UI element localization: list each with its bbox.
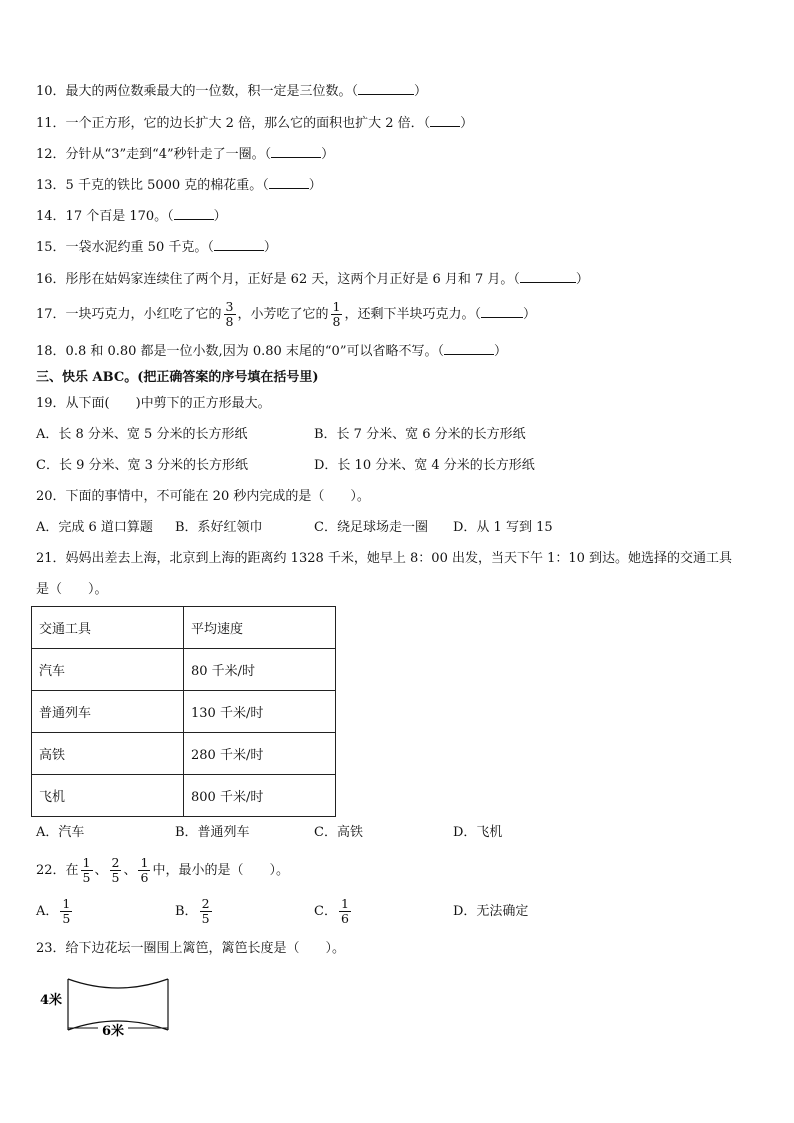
question-21-line1: 21．妈妈出差去上海，北京到上海的距离约 1328 千米，她早上 8：00 出发，当天下午 1：10 到达。她选择的交通工具 <box>36 551 733 566</box>
question-text: 14．17 个百是 170。（ <box>36 209 174 224</box>
option-b[interactable] <box>175 893 214 931</box>
question-20-stem: 20．下面的事情中，不可能在 20 秒内完成的是（ ）。 <box>36 489 370 504</box>
option-a[interactable]: A．汽车 <box>36 825 85 840</box>
fraction <box>200 897 212 926</box>
question-text: 13．5 千克的铁比 5000 克的棉花重。（ <box>36 178 269 193</box>
question-text: 17．一块巧克力，小红吃了它的 <box>36 307 222 322</box>
answer-blank[interactable] <box>269 176 309 189</box>
option-b[interactable]: B．普通列车 <box>175 825 250 840</box>
flower-bed-figure <box>40 975 180 1045</box>
option-d[interactable]: D．长 10 分米、宽 4 分米的长方形纸 <box>314 458 535 473</box>
table-header-row <box>32 607 336 649</box>
height-label: 4米 <box>40 993 63 1008</box>
option-label: C． <box>314 904 337 919</box>
paren-close: ） <box>308 178 322 193</box>
paren-close: ） <box>263 240 277 255</box>
option-c[interactable]: C．高铁 <box>314 825 363 840</box>
denominator: 5 <box>82 870 91 885</box>
paren-close: ） <box>213 209 227 224</box>
question-text: ，还剩下半块巧克力。（ <box>344 307 481 322</box>
numerator: 1 <box>62 896 71 911</box>
table-row <box>32 649 336 691</box>
answer-blank[interactable] <box>481 305 523 318</box>
option-c[interactable]: C．长 9 分米、宽 3 分米的长方形纸 <box>36 458 249 473</box>
denominator: 5 <box>62 911 71 926</box>
numerator: 2 <box>111 855 120 870</box>
table-cell: 高铁 <box>32 733 184 775</box>
answer-blank[interactable] <box>520 270 576 283</box>
question-12 <box>36 145 334 164</box>
question-19-stem: 19．从下面( )中剪下的正方形最大。 <box>36 396 271 411</box>
table-cell: 交通工具 <box>32 607 184 649</box>
numerator: 2 <box>201 896 210 911</box>
denominator: 8 <box>332 314 341 329</box>
answer-blank[interactable] <box>214 238 264 251</box>
question-21-line2: 是（ ）。 <box>36 582 108 597</box>
option-c[interactable]: C．绕足球场走一圈 <box>314 520 428 535</box>
fraction <box>224 300 236 329</box>
option-b[interactable]: B．长 7 分米、宽 6 分米的长方形纸 <box>314 427 526 442</box>
paren-close: ） <box>522 307 536 322</box>
table-row <box>32 691 336 733</box>
question-10 <box>36 82 427 101</box>
option-d[interactable]: D．无法确定 <box>453 904 529 919</box>
fraction <box>339 897 351 926</box>
speed-table <box>31 606 336 817</box>
width-label: 6米 <box>102 1024 125 1039</box>
answer-blank[interactable] <box>430 114 460 127</box>
option-label: B． <box>175 904 198 919</box>
table-cell: 130 千米/时 <box>184 691 336 733</box>
option-a[interactable]: A．完成 6 道口算题 <box>36 520 153 535</box>
table-row <box>32 733 336 775</box>
numerator: 1 <box>340 896 349 911</box>
table-cell: 平均速度 <box>184 607 336 649</box>
question-13 <box>36 176 322 195</box>
question-text: ，小芳吃了它的 <box>237 307 329 322</box>
answer-blank[interactable] <box>358 82 414 95</box>
option-label: A． <box>36 904 59 919</box>
fraction <box>81 856 93 885</box>
option-c[interactable] <box>314 893 353 931</box>
denominator: 5 <box>111 870 120 885</box>
denominator: 8 <box>225 314 234 329</box>
option-a[interactable] <box>36 893 74 931</box>
question-23-stem: 23．给下边花坛一圈围上篱笆，篱笆长度是（ ）。 <box>36 941 346 956</box>
numerator: 1 <box>140 855 149 870</box>
fraction <box>60 897 72 926</box>
table-cell: 汽车 <box>32 649 184 691</box>
question-text: 10．最大的两位数乘最大的一位数，积一定是三位数。（ <box>36 84 359 99</box>
question-18 <box>36 342 507 361</box>
option-d[interactable]: D．飞机 <box>453 825 503 840</box>
denominator: 6 <box>340 911 349 926</box>
answer-blank[interactable] <box>271 145 321 158</box>
table-cell: 普通列车 <box>32 691 184 733</box>
fraction <box>331 300 343 329</box>
table-cell: 800 千米/时 <box>184 775 336 817</box>
paren-close: ） <box>493 344 507 359</box>
table-cell: 280 千米/时 <box>184 733 336 775</box>
question-14 <box>36 207 227 226</box>
question-text: 12．分针从“3”走到“4”秒针走了一圈。（ <box>36 147 272 162</box>
question-16 <box>36 270 589 289</box>
numerator: 3 <box>225 299 234 314</box>
section-heading: 三、快乐 ABC。(把正确答案的序号填在括号里) <box>36 370 319 385</box>
fraction <box>138 856 150 885</box>
denominator: 6 <box>140 870 149 885</box>
separator: 、 <box>94 863 108 878</box>
paren-close: ） <box>575 272 589 287</box>
option-d[interactable]: D．从 1 写到 15 <box>453 520 553 535</box>
table-row <box>32 775 336 817</box>
answer-blank[interactable] <box>174 207 214 220</box>
paren-close: ） <box>414 84 428 99</box>
fraction <box>110 856 122 885</box>
denominator: 5 <box>201 911 210 926</box>
question-17 <box>36 296 536 334</box>
answer-blank[interactable] <box>444 342 494 355</box>
question-text: 11．一个正方形，它的边长扩大 2 倍，那么它的面积也扩大 2 倍．（ <box>36 116 431 131</box>
option-b[interactable]: B．系好红领巾 <box>175 520 263 535</box>
question-22-stem <box>36 852 289 890</box>
paren-close: ） <box>460 116 474 131</box>
question-11 <box>36 114 473 133</box>
paren-close: ） <box>321 147 335 162</box>
question-text: 18．0.8 和 0.80 都是一位小数,因为 0.80 末尾的“0”可以省略不写。（ <box>36 344 444 359</box>
question-text: 22．在 <box>36 863 79 878</box>
table-cell: 飞机 <box>32 775 184 817</box>
numerator: 1 <box>332 299 341 314</box>
numerator: 1 <box>82 855 91 870</box>
question-text: 16．彤彤在姑妈家连续住了两个月，正好是 62 天，这两个月正好是 6 月和 7 月。（ <box>36 272 520 287</box>
separator: 、 <box>123 863 137 878</box>
table-cell: 80 千米/时 <box>184 649 336 691</box>
question-text: 中，最小的是（ ）。 <box>152 863 289 878</box>
option-a[interactable]: A．长 8 分米、宽 5 分米的长方形纸 <box>36 427 248 442</box>
question-15 <box>36 238 277 257</box>
bed-top-arc <box>68 979 168 988</box>
question-text: 15．一袋水泥约重 50 千克。（ <box>36 240 214 255</box>
